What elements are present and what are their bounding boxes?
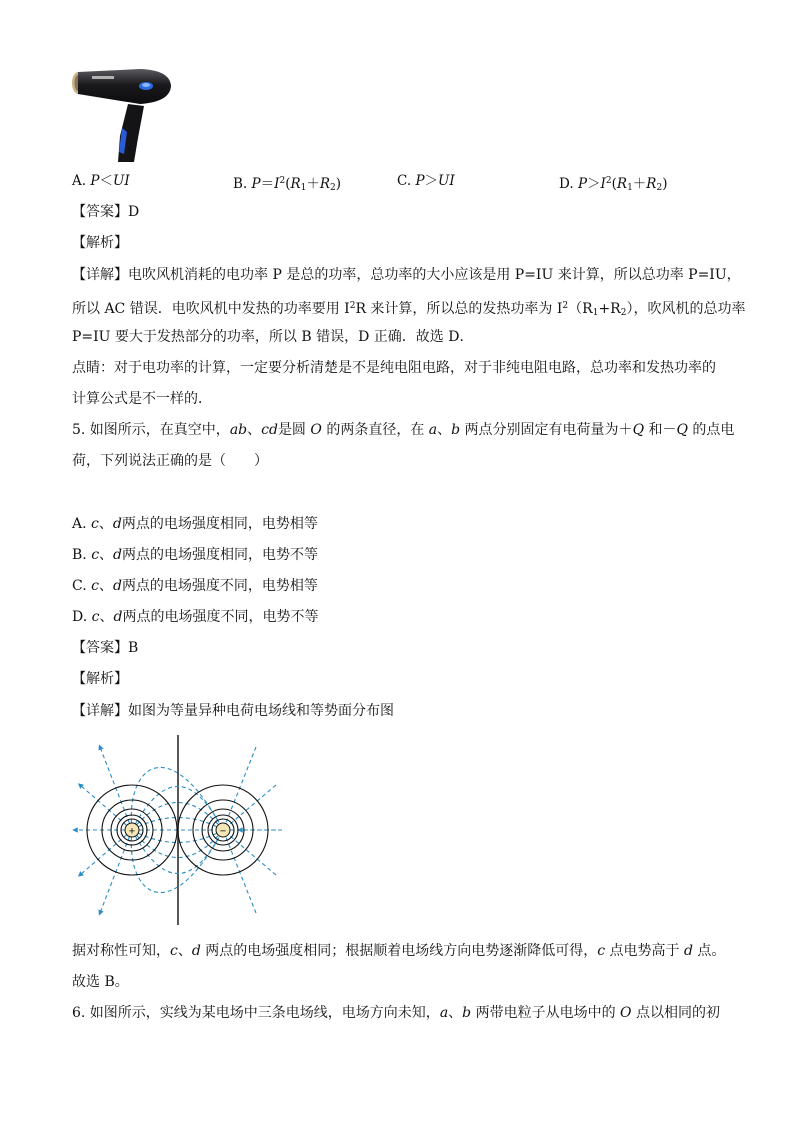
option-a-prev: A. P＜UI: [72, 173, 130, 189]
q5-option-a: A. c、d两点的电场强度相同，电势相等: [72, 516, 318, 532]
answer-prev: 【答案】D: [72, 204, 140, 220]
q5-detail: 【详解】如图为等量异种电荷电场线和等势面分布图: [72, 703, 394, 719]
q5-conclusion: 据对称性可知，c、d 两点的电场强度相同；根据顺着电场线方向电势逐渐降低可得，c 点电势高于 d 点。: [72, 943, 726, 959]
q5-stem-line-1: 5. 如图所示，在真空中，ab、cd是圆 O 的两条直径，在 a、b 两点分别固定有电荷量为＋Q 和－Q 的点电: [72, 422, 735, 438]
q5-answer: 【答案】B: [72, 640, 139, 656]
detail-prev-line-2: 所以 AC 错误．电吹风机中发热的功率要用 $I^2R$ 来计算，所以总的发热功率为 $I^2(R_1+R_2)$，吹风机的总功率: [72, 301, 746, 318]
q5-option-d: D. c、d两点的电场强度不同，电势不等: [72, 609, 319, 625]
q6-stem: 6. 如图所示，实线为某电场中三条电场线，电场方向未知，a、b 两带电粒子从电场中的 O 点以相同的初: [72, 1005, 720, 1021]
q5-option-b: B. c、d两点的电场强度相同，电势不等: [72, 547, 319, 563]
q5-analysis-label: 【解析】: [72, 671, 128, 687]
comment-prev-line-2: 计算公式是不一样的．: [72, 391, 212, 407]
q5-option-c: C. c、d两点的电场强度不同，电势相等: [72, 578, 318, 594]
option-d-prev: D. $P>I^2(R_1+R_2)$: [559, 176, 668, 193]
plus-sign: +: [128, 825, 136, 838]
analysis-label-prev: 【解析】: [72, 235, 128, 251]
option-c-prev: C. P＞UI: [397, 173, 455, 189]
comment-prev-line-1: 点睛：对于电功率的计算，一定要分析清楚是不是纯电阻电路，对于非纯电阻电路，总功率和发热功率的: [72, 360, 716, 376]
hair-dryer-image: [70, 66, 174, 164]
q5-stem-line-2: 荷，下列说法正确的是（ ）: [72, 453, 268, 469]
minus-sign: −: [219, 825, 227, 838]
q5-final: 故选 B。: [72, 974, 129, 990]
electric-field-diagram: [70, 735, 290, 925]
detail-prev-line-1: 【详解】电吹风机消耗的电功率 P 是总的功率，总功率的大小应该是用 P=IU 来计算，所以总功率 P=IU，: [72, 267, 741, 283]
option-b-prev: B. $P=I^2(R_1+R_2)$: [233, 176, 342, 193]
detail-prev-line-3: P=IU 要大于发热部分的功率，所以 B 错误，D 正确．故选 D．: [72, 329, 474, 345]
